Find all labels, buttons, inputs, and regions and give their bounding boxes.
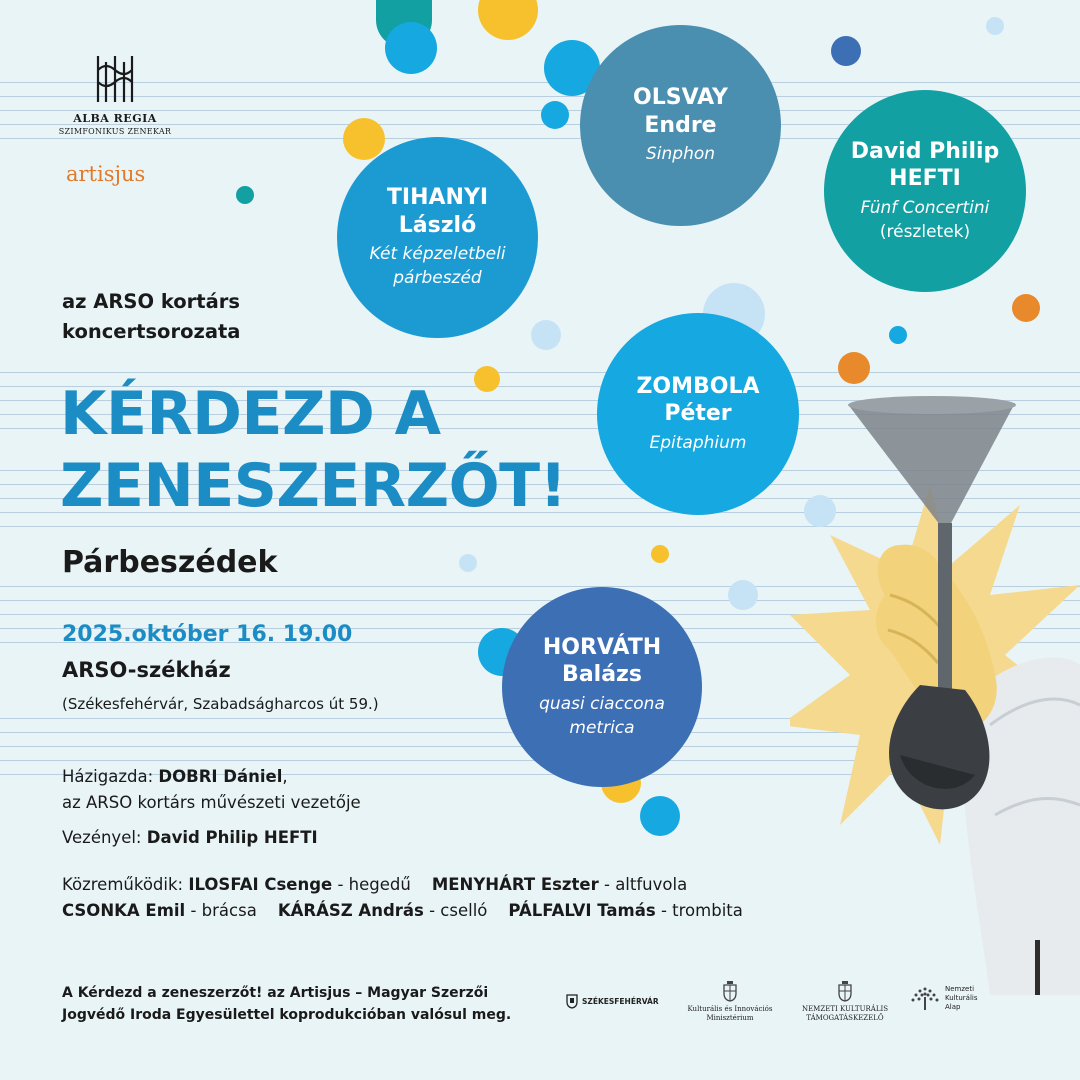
composer-bubble-zombola [597, 313, 799, 515]
host-label: Házigazda: [62, 767, 154, 786]
footer-credit [62, 983, 511, 1026]
performer-instrument: - trombita [660, 900, 743, 920]
main-title [60, 378, 566, 522]
composer-family-name: ZOMBOLA [636, 373, 760, 399]
performer-name: PÁLFALVI Tamás [508, 900, 656, 920]
city-crest-icon [566, 994, 578, 1009]
host-comma: , [282, 767, 288, 786]
composer-given-name: Endre [644, 112, 717, 138]
composer-work: Sinphon [645, 144, 716, 165]
composer-family-name: David Philip [850, 138, 1000, 164]
conductor-info [62, 825, 318, 851]
performer-instrument: - brácsa [190, 900, 257, 920]
composer-bubble-tihanyi [337, 137, 538, 338]
composer-bubble-olsvay [580, 25, 781, 226]
flask-illustration [790, 395, 1080, 995]
sponsor-name: SZÉKESFEHÉRVÁR [582, 996, 659, 1006]
host-info [62, 764, 361, 815]
sponsor-nkt [795, 980, 895, 1022]
composer-bubble-horvath [502, 587, 702, 787]
series-label [62, 287, 240, 347]
sponsor-nka [910, 985, 990, 1011]
hungary-crest-icon [838, 980, 852, 1002]
composer-work-line2: párbeszéd [393, 268, 482, 288]
clamp-rod [1035, 940, 1040, 995]
tree-icon [910, 985, 940, 1011]
artisjus-logo: artisjus [66, 162, 146, 186]
composer-given-name: Balázs [562, 662, 642, 688]
composer-work-line2: metrica [569, 717, 635, 738]
sponsor-szekesfehervar [566, 994, 666, 1009]
composer-family-name: TIHANYI [386, 185, 489, 211]
footer-line-1: A Kérdezd a zeneszerzőt! az Artisjus – Magyar Szerzői [62, 985, 489, 1001]
hungary-crest-icon [723, 980, 737, 1002]
composer-work-note: (részletek) [879, 221, 971, 242]
event-venue: ARSO-székház [62, 658, 231, 682]
sponsor-name: NEMZETI KULTURÁLIS TÁMOGATÁSKEZELŐ [801, 1004, 889, 1022]
title-line-1: KÉRDEZD A [60, 379, 441, 449]
conductor-label: Vezényel: [62, 828, 142, 847]
composer-work: quasi ciaccona [539, 693, 665, 714]
organ-pipes-icon [92, 52, 138, 106]
composer-bubble-hefti [824, 90, 1026, 292]
series-line-2: koncertsorozata [62, 320, 241, 344]
performer-instrument: - hegedű [337, 875, 411, 894]
performer-name: ILOSFAI Csenge [188, 875, 333, 894]
orchestra-name: ALBA REGIA [73, 112, 157, 125]
sponsor-ministry [680, 980, 780, 1022]
host-role: az ARSO kortárs művészeti vezetője [62, 792, 361, 812]
event-datetime: 2025.október 16. 19.00 [62, 622, 353, 647]
orchestra-subtitle: SZIMFONIKUS ZENEKAR [58, 127, 172, 136]
performers-label: Közreműködik: [62, 875, 184, 894]
performer-name: KÁRÁSZ András [277, 900, 424, 920]
performers-info [62, 872, 743, 923]
performer-name: CSONKA Emil [62, 900, 186, 920]
footer-line-2: Jogvédő Iroda Egyesülettel koprodukcióban valósul meg. [62, 1006, 512, 1023]
performer-instrument: - altfuvola [604, 875, 688, 894]
title-line-2: ZENESZERZŐT! [60, 451, 567, 521]
composer-given-name: HEFTI [889, 166, 961, 192]
performer-instrument: - cselló [429, 900, 488, 920]
composer-given-name: László [398, 212, 477, 238]
composer-given-name: Péter [664, 401, 732, 427]
composer-work: Epitaphium [649, 432, 747, 453]
sponsor-name: Kulturális és Innovációs Minisztérium [687, 1004, 773, 1022]
composer-family-name: OLSVAY [633, 85, 728, 111]
performer-name: MENYHÁRT Eszter [431, 875, 599, 894]
subtitle: Párbeszédek [62, 545, 278, 580]
series-line-1: az ARSO kortárs [62, 290, 240, 313]
sponsor-name: Nemzeti Kulturális Alap [945, 985, 978, 1011]
conductor-name: David Philip HEFTI [146, 828, 318, 847]
composer-work: Fünf Concertini [860, 197, 990, 218]
host-name: DOBRI Dániel [158, 767, 283, 786]
composer-family-name: HORVÁTH [542, 634, 662, 660]
composer-work: Két képzeletbeli [369, 244, 506, 265]
event-address: (Székesfehérvár, Szabadságharcos út 59.) [62, 695, 379, 713]
